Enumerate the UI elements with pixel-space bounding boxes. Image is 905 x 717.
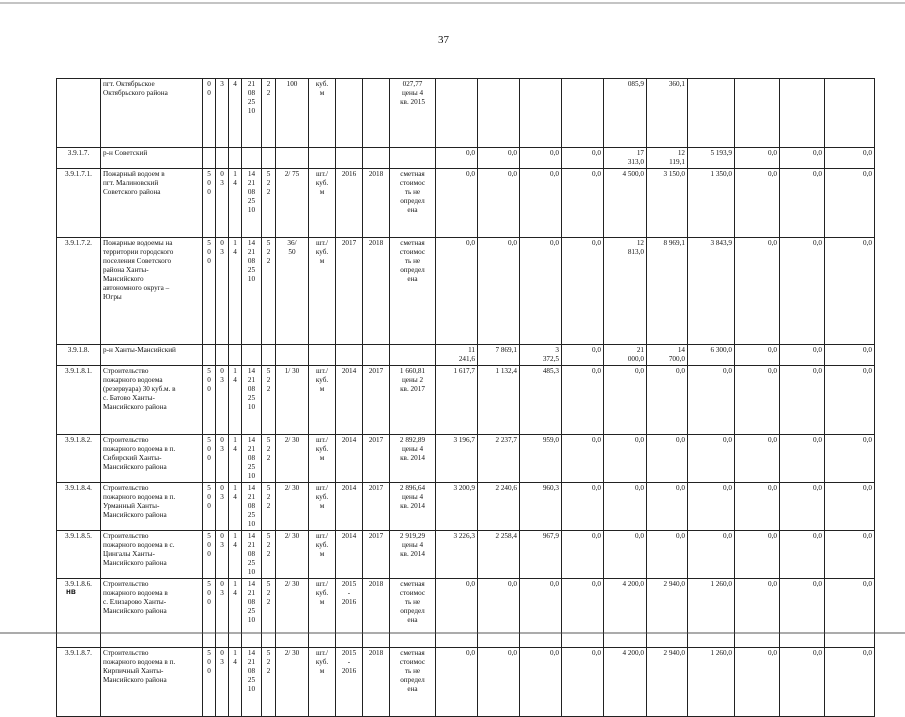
row-estimated-cost: 2 892,89 цены 4 кв. 2014 — [390, 435, 436, 483]
row-start-year: 2014 — [336, 483, 363, 531]
row-value-4: 0,0 — [562, 345, 604, 366]
row-value-6: 0,0 — [647, 531, 688, 579]
row-value-4: 0,0 — [562, 531, 604, 579]
row-value-7: 0,0 — [688, 531, 735, 579]
row-capacity: 2/ 30 — [276, 483, 309, 531]
row-value-4 — [562, 79, 604, 148]
row-unit: шт./ куб. м — [309, 169, 336, 238]
row-value-5: 21 000,0 — [604, 345, 647, 366]
row-value-3: 959,0 — [520, 435, 562, 483]
row-value-1: 0,0 — [436, 238, 478, 345]
row-code-part-2: 0 3 — [216, 579, 229, 648]
row-code-part-1: 5 0 0 — [203, 579, 216, 648]
row-start-year: 2014 — [336, 366, 363, 435]
row-value-4: 0,0 — [562, 238, 604, 345]
row-value-8: 0,0 — [735, 483, 780, 531]
row-value-2: 0,0 — [478, 648, 520, 717]
row-value-10: 0,0 — [825, 345, 875, 366]
row-capacity: 100 — [276, 79, 309, 148]
row-code-part-2: 0 3 — [216, 435, 229, 483]
row-value-9: 0,0 — [780, 148, 825, 169]
row-value-7: 0,0 — [688, 366, 735, 435]
row-code-part-4 — [242, 345, 262, 366]
row-end-year — [363, 345, 390, 366]
row-value-7: 5 193,9 — [688, 148, 735, 169]
row-end-year: 2017 — [363, 435, 390, 483]
row-value-4: 0,0 — [562, 648, 604, 717]
row-code: 3.9.1.7.1. — [57, 169, 101, 238]
row-value-9: 0,0 — [780, 648, 825, 717]
row-value-2: 2 237,7 — [478, 435, 520, 483]
row-value-8: 0,0 — [735, 435, 780, 483]
row-value-10: 0,0 — [825, 579, 875, 648]
row-value-6: 360,1 — [647, 79, 688, 148]
row-code-part-3 — [229, 345, 242, 366]
row-value-4: 0,0 — [562, 148, 604, 169]
row-code-part-4: 14 21 08 25 10 — [242, 169, 262, 238]
row-code: 3.9.1.8.2. — [57, 435, 101, 483]
row-name: Пожарный водоем в пгт. Малиновский Советского района — [101, 169, 203, 238]
row-code-part-2 — [216, 345, 229, 366]
row-unit: шт./ куб. м — [309, 648, 336, 717]
row-start-year — [336, 148, 363, 169]
table-row — [57, 169, 875, 238]
row-estimated-cost: сметная стоимос ть не определ ена — [390, 238, 436, 345]
row-code-part-1: 5 0 0 — [203, 366, 216, 435]
row-value-9: 0,0 — [780, 531, 825, 579]
row-value-1: 1 617,7 — [436, 366, 478, 435]
row-unit: шт./ куб. м — [309, 531, 336, 579]
row-value-4: 0,0 — [562, 483, 604, 531]
row-capacity: 2/ 30 — [276, 648, 309, 717]
row-name: р-н Ханты-Мансийский — [101, 345, 203, 366]
footer-mark: нв — [66, 587, 76, 596]
row-start-year: 2017 — [336, 238, 363, 345]
row-end-year: 2018 — [363, 169, 390, 238]
row-estimated-cost: 027,77 цены 4 кв. 2015 — [390, 79, 436, 148]
row-value-9: 0,0 — [780, 579, 825, 648]
row-code-part-2 — [216, 148, 229, 169]
row-code-part-5: 5 2 2 — [262, 169, 276, 238]
row-code-part-4: 14 21 08 25 10 — [242, 531, 262, 579]
row-value-3: 960,3 — [520, 483, 562, 531]
row-code-part-5: 5 2 2 — [262, 648, 276, 717]
row-value-1: 3 200,9 — [436, 483, 478, 531]
budget-table — [56, 78, 875, 717]
row-value-10: 0,0 — [825, 648, 875, 717]
row-value-2: 0,0 — [478, 169, 520, 238]
row-start-year: 2015 - 2016 — [336, 579, 363, 648]
row-code-part-1: 5 0 0 — [203, 648, 216, 717]
row-value-7: 6 300,0 — [688, 345, 735, 366]
row-name: Строительство пожарного водоема в с. Елизарово Ханты- Мансийского района — [101, 579, 203, 648]
row-end-year: 2017 — [363, 366, 390, 435]
row-code-part-4: 14 21 08 25 10 — [242, 238, 262, 345]
row-code-part-3: 1 4 — [229, 648, 242, 717]
table-row — [57, 531, 875, 579]
row-value-9: 0,0 — [780, 435, 825, 483]
row-code-part-2: 0 3 — [216, 531, 229, 579]
table-row — [57, 648, 875, 717]
row-value-9: 0,0 — [780, 366, 825, 435]
table-row — [57, 79, 875, 148]
row-value-5: 17 313,0 — [604, 148, 647, 169]
row-value-8: 0,0 — [735, 345, 780, 366]
row-value-5: 12 813,0 — [604, 238, 647, 345]
row-name: Строительство пожарного водоема в п. Сибирский Ханты- Мансийского района — [101, 435, 203, 483]
row-name: Строительство пожарного водоема в п. Урманный Ханты- Мансийского района — [101, 483, 203, 531]
row-start-year — [336, 345, 363, 366]
row-code: 3.9.1.7. — [57, 148, 101, 169]
row-code: 3.9.1.8.5. — [57, 531, 101, 579]
row-code-part-1: 5 0 0 — [203, 435, 216, 483]
row-value-2: 0,0 — [478, 579, 520, 648]
row-capacity: 2/ 30 — [276, 435, 309, 483]
row-value-7: 0,0 — [688, 435, 735, 483]
row-value-3: 0,0 — [520, 648, 562, 717]
row-end-year: 2017 — [363, 483, 390, 531]
row-value-7 — [688, 79, 735, 148]
row-code-part-3: 1 4 — [229, 579, 242, 648]
row-code-part-4: 14 21 08 25 10 — [242, 366, 262, 435]
row-code-part-1: 5 0 0 — [203, 483, 216, 531]
row-value-9: 0,0 — [780, 345, 825, 366]
row-value-1: 0,0 — [436, 148, 478, 169]
row-value-3: 3 372,5 — [520, 345, 562, 366]
row-value-9 — [780, 79, 825, 148]
row-capacity: 2/ 75 — [276, 169, 309, 238]
row-value-7: 1 260,0 — [688, 648, 735, 717]
row-code-part-4: 14 21 08 25 10 — [242, 483, 262, 531]
row-value-1: 0,0 — [436, 648, 478, 717]
scan-bottom-edge — [0, 632, 905, 634]
row-value-3: 967,9 — [520, 531, 562, 579]
row-code-part-3: 1 4 — [229, 169, 242, 238]
row-value-8: 0,0 — [735, 648, 780, 717]
row-value-4: 0,0 — [562, 435, 604, 483]
row-value-5: 0,0 — [604, 483, 647, 531]
row-value-7: 0,0 — [688, 483, 735, 531]
row-unit: куб. м — [309, 79, 336, 148]
row-code-part-5: 5 2 2 — [262, 579, 276, 648]
row-value-7: 1 350,0 — [688, 169, 735, 238]
row-value-1: 0,0 — [436, 169, 478, 238]
row-start-year: 2014 — [336, 531, 363, 579]
row-value-6: 0,0 — [647, 435, 688, 483]
row-value-5: 4 500,0 — [604, 169, 647, 238]
row-code-part-3: 4 — [229, 79, 242, 148]
row-value-5: 0,0 — [604, 366, 647, 435]
row-value-2: 2 258,4 — [478, 531, 520, 579]
row-code: 3.9.1.7.2. — [57, 238, 101, 345]
row-end-year: 2018 — [363, 648, 390, 717]
row-value-3: 0,0 — [520, 169, 562, 238]
row-capacity: 2/ 30 — [276, 579, 309, 648]
row-value-8 — [735, 79, 780, 148]
row-value-10: 0,0 — [825, 238, 875, 345]
row-value-10: 0,0 — [825, 169, 875, 238]
row-code-part-1: 5 0 0 — [203, 169, 216, 238]
row-value-5: 4 200,0 — [604, 648, 647, 717]
row-code-part-5 — [262, 345, 276, 366]
row-code-part-2: 3 — [216, 79, 229, 148]
row-value-4: 0,0 — [562, 579, 604, 648]
row-code-part-5: 5 2 2 — [262, 483, 276, 531]
row-value-6: 0,0 — [647, 483, 688, 531]
row-code-part-2: 0 3 — [216, 169, 229, 238]
row-code-part-4: 14 21 08 25 10 — [242, 648, 262, 717]
row-capacity: 1/ 30 — [276, 366, 309, 435]
row-code-part-4: 14 21 08 25 10 — [242, 435, 262, 483]
table-row — [57, 366, 875, 435]
row-estimated-cost: сметная стоимос ть не определ ена — [390, 648, 436, 717]
row-code-part-2: 0 3 — [216, 366, 229, 435]
row-value-10 — [825, 79, 875, 148]
row-unit — [309, 148, 336, 169]
row-name: Строительство пожарного водоема (резервуара) 30 куб.м. в с. Батово Ханты- Мансийского района — [101, 366, 203, 435]
row-unit: шт./ куб. м — [309, 435, 336, 483]
row-value-3: 0,0 — [520, 148, 562, 169]
row-start-year: 2015 - 2016 — [336, 648, 363, 717]
row-value-1: 0,0 — [436, 579, 478, 648]
row-code-part-3: 1 4 — [229, 238, 242, 345]
row-code-part-4: 21 08 25 10 — [242, 79, 262, 148]
row-value-8: 0,0 — [735, 169, 780, 238]
table-row — [57, 483, 875, 531]
row-code-part-5: 2 2 — [262, 79, 276, 148]
row-estimated-cost: сметная стоимос ть не определ ена — [390, 169, 436, 238]
row-value-8: 0,0 — [735, 238, 780, 345]
row-name: р-н Советский — [101, 148, 203, 169]
row-value-4: 0,0 — [562, 169, 604, 238]
row-estimated-cost — [390, 148, 436, 169]
row-value-3: 485,3 — [520, 366, 562, 435]
row-code-part-5: 5 2 2 — [262, 238, 276, 345]
row-end-year — [363, 79, 390, 148]
row-estimated-cost: 2 896,64 цены 4 кв. 2014 — [390, 483, 436, 531]
row-code — [57, 79, 101, 148]
row-code-part-5: 5 2 2 — [262, 531, 276, 579]
row-code-part-1 — [203, 345, 216, 366]
row-code-part-5: 5 2 2 — [262, 366, 276, 435]
row-value-5: 085,9 — [604, 79, 647, 148]
row-value-3: 0,0 — [520, 238, 562, 345]
row-name: пгт. Октябрьское Октябрьского района — [101, 79, 203, 148]
row-value-1: 11 241,6 — [436, 345, 478, 366]
row-end-year: 2017 — [363, 531, 390, 579]
row-value-9: 0,0 — [780, 483, 825, 531]
row-value-6: 0,0 — [647, 366, 688, 435]
row-value-2: 2 240,6 — [478, 483, 520, 531]
row-unit — [309, 345, 336, 366]
row-code: 3.9.1.8.1. — [57, 366, 101, 435]
row-unit: шт./ куб. м — [309, 238, 336, 345]
row-code: 3.9.1.8. — [57, 345, 101, 366]
row-end-year: 2018 — [363, 238, 390, 345]
row-capacity — [276, 148, 309, 169]
row-code-part-2: 0 3 — [216, 648, 229, 717]
row-end-year: 2018 — [363, 579, 390, 648]
row-unit: шт./ куб. м — [309, 483, 336, 531]
row-code-part-3: 1 4 — [229, 483, 242, 531]
row-unit: шт./ куб. м — [309, 579, 336, 648]
row-capacity — [276, 345, 309, 366]
table-row — [57, 148, 875, 169]
row-start-year: 2014 — [336, 435, 363, 483]
row-value-6: 14 700,0 — [647, 345, 688, 366]
row-estimated-cost: 1 660,81 цены 2 кв. 2017 — [390, 366, 436, 435]
row-code: 3.9.1.8.6. — [57, 579, 101, 648]
row-code-part-4 — [242, 148, 262, 169]
scan-top-edge — [0, 2, 905, 4]
row-start-year: 2016 — [336, 169, 363, 238]
row-value-6: 2 940,0 — [647, 648, 688, 717]
row-code-part-5: 5 2 2 — [262, 435, 276, 483]
row-value-8: 0,0 — [735, 531, 780, 579]
row-code-part-1: 5 0 0 — [203, 531, 216, 579]
row-code-part-3: 1 4 — [229, 435, 242, 483]
row-capacity: 36/ 50 — [276, 238, 309, 345]
row-code: 3.9.1.8.7. — [57, 648, 101, 717]
row-estimated-cost: сметная стоимос ть не определ ена — [390, 579, 436, 648]
row-value-5: 0,0 — [604, 435, 647, 483]
row-name: Строительство пожарного водоема в п. Кирпичный Ханты- Мансийского района — [101, 648, 203, 717]
row-code-part-1 — [203, 148, 216, 169]
row-code-part-3: 1 4 — [229, 531, 242, 579]
row-value-10: 0,0 — [825, 435, 875, 483]
row-estimated-cost — [390, 345, 436, 366]
row-code: 3.9.1.8.4. — [57, 483, 101, 531]
row-estimated-cost: 2 919,29 цены 4 кв. 2014 — [390, 531, 436, 579]
row-value-8: 0,0 — [735, 579, 780, 648]
row-value-6: 8 969,1 — [647, 238, 688, 345]
row-name: Строительство пожарного водоема в с. Цингалы Ханты- Мансийского района — [101, 531, 203, 579]
row-value-8: 0,0 — [735, 148, 780, 169]
row-code-part-4: 14 21 08 25 10 — [242, 579, 262, 648]
row-value-4: 0,0 — [562, 366, 604, 435]
row-value-2 — [478, 79, 520, 148]
row-value-8: 0,0 — [735, 366, 780, 435]
table-row — [57, 579, 875, 648]
row-code-part-3: 1 4 — [229, 366, 242, 435]
row-value-10: 0,0 — [825, 531, 875, 579]
row-value-5: 0,0 — [604, 531, 647, 579]
row-value-9: 0,0 — [780, 169, 825, 238]
row-capacity: 2/ 30 — [276, 531, 309, 579]
table-row — [57, 238, 875, 345]
row-code-part-3 — [229, 148, 242, 169]
row-code-part-2: 0 3 — [216, 483, 229, 531]
row-code-part-2: 0 3 — [216, 238, 229, 345]
row-value-10: 0,0 — [825, 148, 875, 169]
page-number: 37 — [438, 34, 449, 46]
row-end-year — [363, 148, 390, 169]
row-code-part-1: 5 0 0 — [203, 238, 216, 345]
row-code-part-1: 0 0 — [203, 79, 216, 148]
row-value-6: 12 119,1 — [647, 148, 688, 169]
row-start-year — [336, 79, 363, 148]
row-value-3: 0,0 — [520, 579, 562, 648]
row-code-part-5 — [262, 148, 276, 169]
row-value-2: 7 869,1 — [478, 345, 520, 366]
row-value-10: 0,0 — [825, 483, 875, 531]
row-value-1: 3 226,3 — [436, 531, 478, 579]
row-value-1: 3 196,7 — [436, 435, 478, 483]
row-unit: шт./ куб. м — [309, 366, 336, 435]
table-row — [57, 345, 875, 366]
row-value-2: 1 132,4 — [478, 366, 520, 435]
row-value-10: 0,0 — [825, 366, 875, 435]
row-value-9: 0,0 — [780, 238, 825, 345]
row-name: Пожарные водоемы на территории городского поселения Советского района Ханты- Мансийского автономного округа – Югры — [101, 238, 203, 345]
table-row — [57, 435, 875, 483]
row-value-1 — [436, 79, 478, 148]
row-value-6: 3 150,0 — [647, 169, 688, 238]
row-value-7: 3 843,9 — [688, 238, 735, 345]
row-value-2: 0,0 — [478, 148, 520, 169]
row-value-2: 0,0 — [478, 238, 520, 345]
row-value-7: 1 260,0 — [688, 579, 735, 648]
row-value-5: 4 200,0 — [604, 579, 647, 648]
row-value-3 — [520, 79, 562, 148]
row-value-6: 2 940,0 — [647, 579, 688, 648]
